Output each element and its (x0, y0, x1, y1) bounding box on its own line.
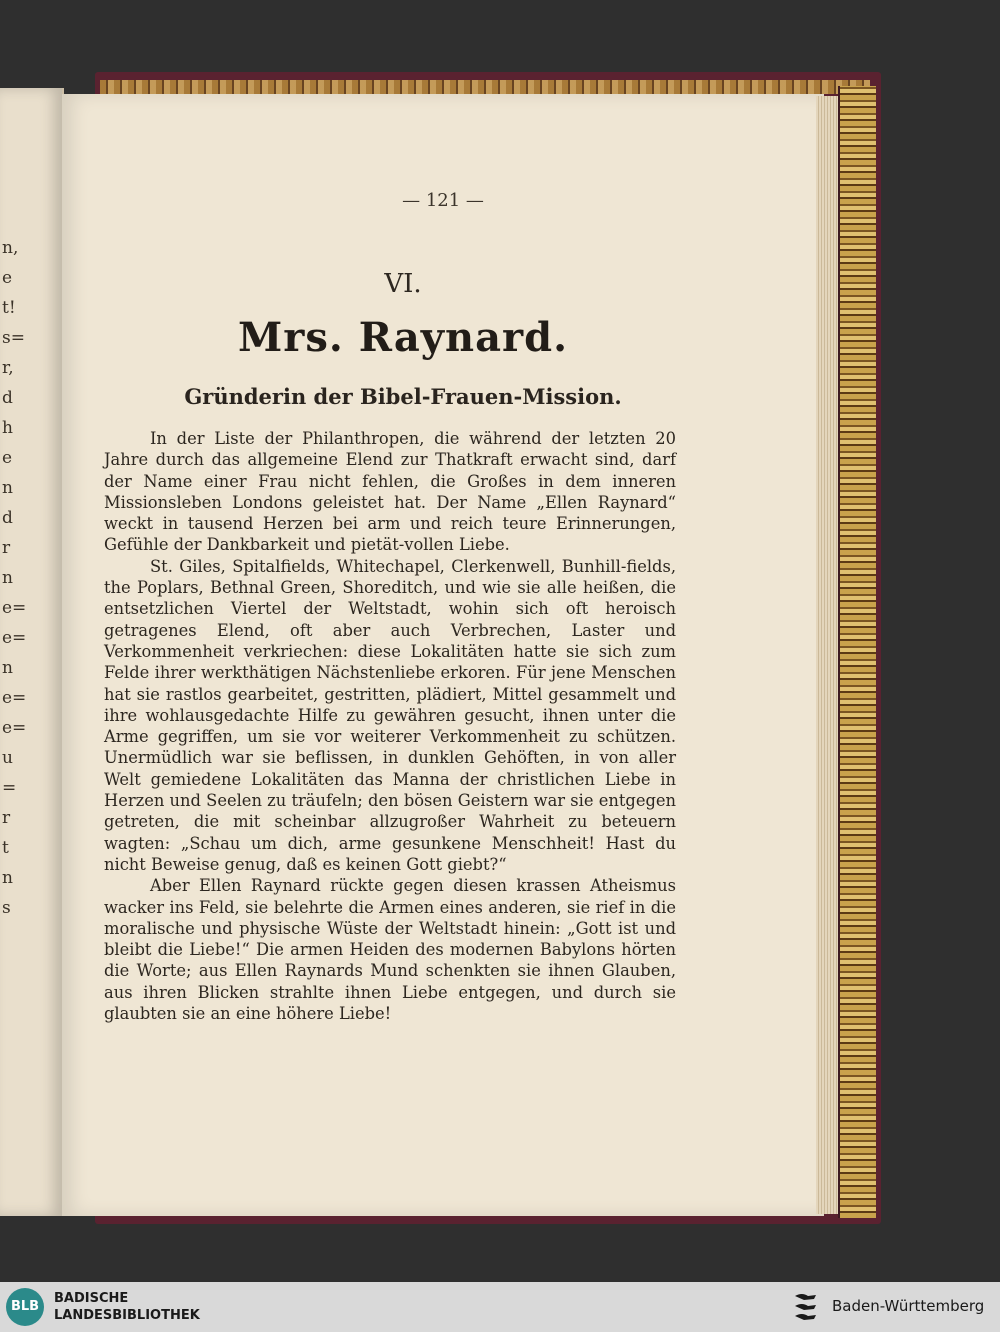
left-page-fragment: r (2, 808, 11, 828)
paragraph: In der Liste der Philanthropen, die während der letzten 20 Jahre durch das allgemeine Elend zur Thatkraft erwacht sind, darf der Name einer Frau nicht fehlen, die Großes in dem inneren Missionsleben Londons geleistet hat. Der Name „Ellen Raynard“ weckt in tausend Herzen bei arm und reich teure Erinnerungen, Gefühle der Dankbarkeit und pietät-vollen Liebe. (104, 429, 676, 555)
lion-crest-icon (792, 1290, 822, 1324)
left-page-fragment: t (2, 838, 9, 858)
left-page-fragment: e= (2, 628, 27, 648)
right-page (62, 94, 824, 1216)
left-page-fragment: n, (2, 238, 19, 258)
paragraph: St. Giles, Spitalfields, Whitechapel, Clerkenwell, Bunhill-fields, the Poplars, Bethnal Green, Shoreditch, und wie sie alle heißen, die entsetzlichen Viertel der Weltstadt, wohin sich oft heroisch getragenes Elend, oft aber auch Verbrechen, Laster und Verkommenheit verkriechen: diese Lokalitäten hatte sie sich zum Felde ihrer werkthätigen Nächstenliebe erkoren. Für jene Menschen hat sie rastlos gearbeitet, gestritten, plädiert, Mittel gesammelt und ihre wohlausgedachte Hilfe zu gewähren gesucht, ihnen unter die Arme gegriffen, um sie vor weiterer Verkommenheit zu schützen. Unermüdlich war sie beflissen, in dunklen Gehöften, in von aller Welt gemiedene Lokalitäten das Manna der christlichen Liebe in Herzen und Seelen zu träufeln; den bösen Geistern war sie entgegen getreten, die mit scheinbar allzugroßer Wahrheit zu beteuern wagten: „Schau um dich, arme gesunkene Menschheit! Hast du nicht Beweise genug, daß es keinen Gott giebt?“ (104, 556, 676, 874)
left-page-fragment: e (2, 268, 13, 288)
left-page-fragment: n (2, 478, 13, 498)
left-page-fragment: e= (2, 718, 27, 738)
gilt-edge-top (100, 80, 870, 94)
footer-bar (0, 1282, 1000, 1332)
left-page-fragment: e= (2, 598, 27, 618)
left-page-fragment: e= (2, 688, 27, 708)
left-page-fragment: s= (2, 328, 25, 348)
body-text (104, 428, 676, 1024)
page-number: — 121 — (402, 190, 484, 211)
left-page-fragment: e (2, 448, 13, 468)
left-page-fragment: = (2, 778, 17, 798)
library-name-line1: BADISCHE (54, 1291, 129, 1306)
page-edges (816, 96, 840, 1214)
left-page-fragment: d (2, 508, 13, 528)
paragraph: Aber Ellen Raynard rückte gegen diesen krassen Atheismus wacker ins Feld, sie belehrte die Armen eines anderen, sie rief in die moralische und physische Wüste der Weltstadt hinein: „Gott ist und bleibt die Liebe!“ Die armen Heiden des modernen Babylons hörten die Worte; aus Ellen Raynards Mund schenkten sie ihnen Glauben, aus ihren Blicken strahlte ihnen Liebe entgegen, und durch sie glaubten sie an eine höhere Liebe! (104, 876, 676, 1024)
gilt-edge-right (838, 86, 876, 1218)
chapter-numeral: VI. (384, 269, 422, 299)
left-page-fragment: r, (2, 358, 14, 378)
left-page (0, 88, 64, 1216)
left-page-fragment: h (2, 418, 13, 438)
left-page-fragment: n (2, 658, 13, 678)
state-name[interactable]: Baden-Württemberg (832, 1297, 985, 1315)
blb-logo-icon[interactable]: BLB (6, 1288, 44, 1326)
left-page-fragment: d (2, 388, 13, 408)
left-page-fragment: s (2, 898, 11, 918)
library-name[interactable] (54, 1290, 200, 1324)
chapter-subtitle: Gründerin der Bibel-Frauen-Mission. (184, 384, 622, 409)
left-page-fragment: u (2, 748, 13, 768)
left-page-fragment: n (2, 868, 13, 888)
chapter-title: Mrs. Raynard. (237, 314, 568, 361)
left-page-fragment: t! (2, 298, 16, 318)
library-name-line2: LANDESBIBLIOTHEK (54, 1308, 200, 1323)
left-page-fragment: n (2, 568, 13, 588)
left-page-fragment: r (2, 538, 11, 558)
